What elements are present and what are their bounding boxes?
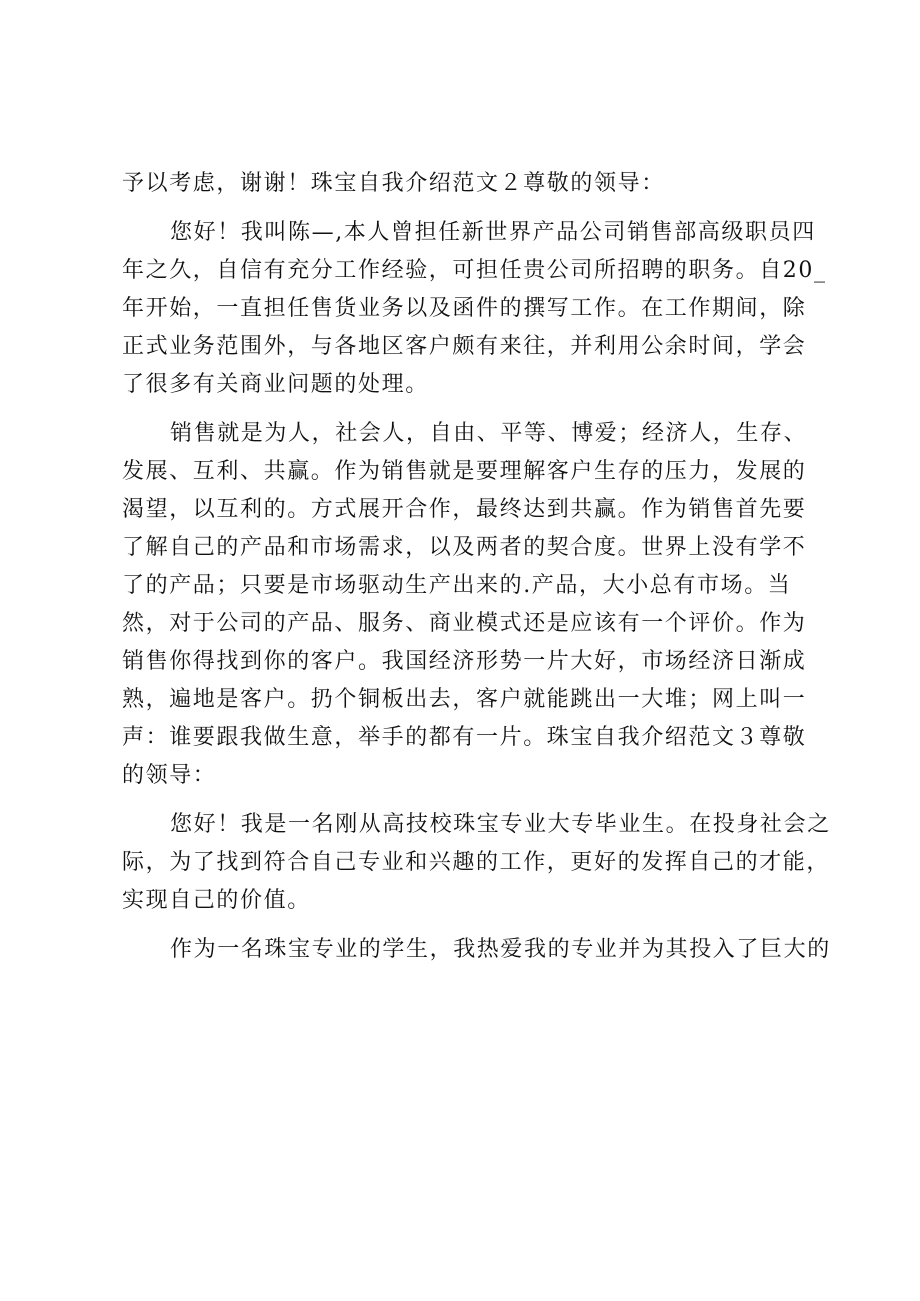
- text-line: 年开始，一直担任售货业务以及函件的撰写工作。在工作期间，除: [122, 296, 807, 321]
- text-line: 了很多有关商业问题的处理。: [122, 372, 429, 397]
- text-line: 年之久，自信有充分工作经验，可担任贵公司所招聘的职务。自20_: [122, 258, 827, 283]
- text-line: 予以考虑，谢谢！珠宝自我介绍范文２尊敬的领导：: [122, 171, 665, 196]
- text-line: 作为一名珠宝专业的学生，我热爱我的专业并为其投入了巨大的: [170, 937, 831, 962]
- text-line: 销售你得找到你的客户。我国经济形势一片大好，市场经济日渐成: [122, 649, 807, 674]
- text-line: 际，为了找到符合自己专业和兴趣的工作，更好的发挥自己的才能，: [122, 850, 831, 875]
- document-body: [122, 165, 842, 969]
- text-line: 您好！我是一名刚从高技校珠宝专业大专毕业生。在投身社会之: [170, 812, 831, 837]
- text-line: 声：谁要跟我做生意，举手的都有一片。珠宝自我介绍范文３尊敬: [122, 725, 807, 750]
- text-line: 了的产品；只要是市场驱动生产出来的.产品，大小总有市场。当: [122, 573, 792, 598]
- text-line: 熟，遍地是客户。扔个铜板出去，客户就能跳出一大堆；网上叫一: [122, 687, 807, 712]
- text-line: 的领导：: [122, 763, 217, 788]
- text-line: 正式业务范围外，与各地区客户颇有来往，并利用公余时间，学会: [122, 334, 807, 359]
- text-line: 渴望，以互利的。方式展开合作，最终达到共赢。作为销售首先要: [122, 497, 807, 522]
- text-line: 销售就是为人，社会人，自由、平等、博爱；经济人，生存、: [170, 421, 808, 446]
- text-line: 实现自己的价值。: [122, 888, 311, 913]
- text-line: 发展、互利、共赢。作为销售就是要理解客户生存的压力，发展的: [122, 459, 807, 484]
- text-line: 您好！我叫陈—,本人曾担任新世界产品公司销售部高级职员四: [170, 220, 816, 245]
- text-line: 了解自己的产品和市场需求，以及两者的契合度。世界上没有学不: [122, 535, 807, 560]
- text-line: 然，对于公司的产品、服务、商业模式还是应该有一个评价。作为: [122, 611, 807, 636]
